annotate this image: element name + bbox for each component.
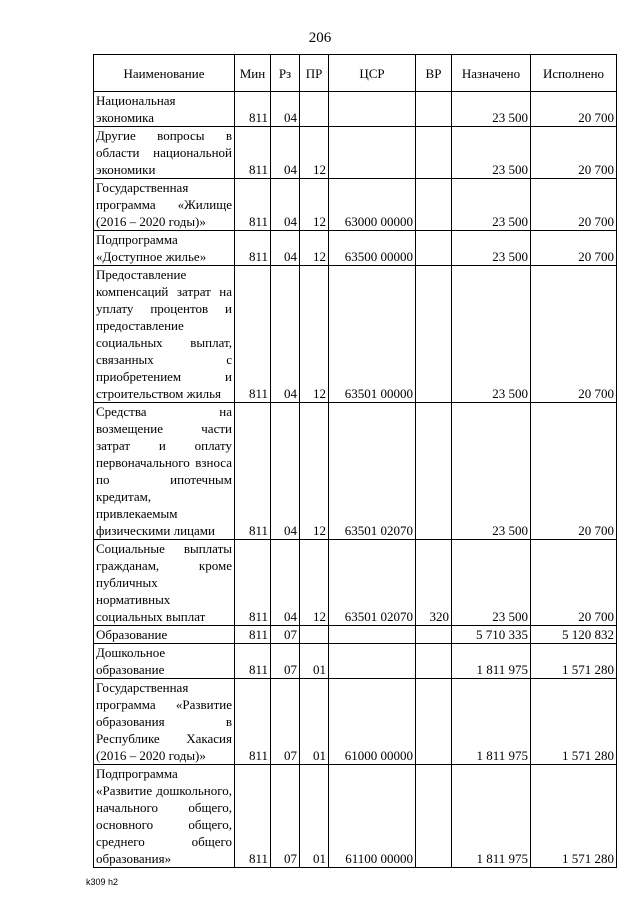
cell-pr: 12	[300, 403, 329, 540]
header-name: Наименование	[94, 55, 235, 92]
cell-rz: 07	[271, 679, 300, 765]
cell-vr	[416, 644, 452, 679]
cell-pr: 01	[300, 644, 329, 679]
header-executed: Исполнено	[531, 55, 617, 92]
table-row	[94, 540, 617, 626]
cell-rz: 07	[271, 644, 300, 679]
cell-rz: 04	[271, 127, 300, 179]
cell-csr: 63000 00000	[329, 179, 416, 231]
table-row	[94, 679, 617, 765]
cell-min: 811	[235, 644, 271, 679]
cell-name: Предоставление компенсаций затрат на уплату процентов и предоставление социальных выплат, связанных с приобретением и строительством жилья	[94, 266, 235, 403]
cell-name: Государственная программа «Развитие образования в Республике Хакасия (2016 – 2020 годы)»	[94, 679, 235, 765]
cell-pr: 12	[300, 540, 329, 626]
table-row	[94, 92, 617, 127]
cell-assigned: 1 811 975	[452, 765, 531, 868]
cell-vr	[416, 179, 452, 231]
table-row	[94, 403, 617, 540]
cell-rz: 04	[271, 92, 300, 127]
cell-vr	[416, 765, 452, 868]
cell-rz: 04	[271, 266, 300, 403]
cell-min: 811	[235, 679, 271, 765]
cell-pr: 12	[300, 127, 329, 179]
table-row	[94, 644, 617, 679]
cell-assigned: 23 500	[452, 231, 531, 266]
cell-name: Государственная программа «Жилище (2016 – 2020 годы)»	[94, 179, 235, 231]
header-min: Мин	[235, 55, 271, 92]
cell-assigned: 23 500	[452, 266, 531, 403]
cell-min: 811	[235, 540, 271, 626]
cell-csr	[329, 644, 416, 679]
table-header-row	[94, 55, 617, 92]
cell-csr: 63500 00000	[329, 231, 416, 266]
footer-code: k309 h2	[86, 877, 119, 887]
table-row	[94, 266, 617, 403]
cell-vr	[416, 92, 452, 127]
cell-min: 811	[235, 626, 271, 644]
cell-vr	[416, 266, 452, 403]
cell-csr	[329, 92, 416, 127]
cell-pr	[300, 92, 329, 127]
cell-csr	[329, 127, 416, 179]
cell-vr	[416, 231, 452, 266]
cell-assigned: 23 500	[452, 92, 531, 127]
cell-vr: 320	[416, 540, 452, 626]
cell-rz: 07	[271, 626, 300, 644]
cell-name: Подпрограмма «Доступное жилье»	[94, 231, 235, 266]
cell-min: 811	[235, 765, 271, 868]
cell-pr: 01	[300, 679, 329, 765]
cell-assigned: 23 500	[452, 540, 531, 626]
cell-name: Национальная экономика	[94, 92, 235, 127]
header-rz: Рз	[271, 55, 300, 92]
cell-name: Дошкольное образование	[94, 644, 235, 679]
cell-name: Социальные выплаты гражданам, кроме публичных нормативных социальных выплат	[94, 540, 235, 626]
cell-pr: 12	[300, 231, 329, 266]
cell-executed: 20 700	[531, 540, 617, 626]
cell-name: Средства на возмещение части затрат и оплату первоначального взноса по ипотечным кредитам, привлекаемым физическими лицами	[94, 403, 235, 540]
cell-min: 811	[235, 127, 271, 179]
cell-vr	[416, 127, 452, 179]
table-row	[94, 765, 617, 868]
cell-csr: 63501 02070	[329, 403, 416, 540]
cell-pr: 12	[300, 266, 329, 403]
cell-min: 811	[235, 403, 271, 540]
header-csr: ЦСР	[329, 55, 416, 92]
header-assigned: Назначено	[452, 55, 531, 92]
cell-assigned: 23 500	[452, 179, 531, 231]
cell-vr	[416, 626, 452, 644]
table-row	[94, 231, 617, 266]
cell-rz: 04	[271, 540, 300, 626]
header-pr: ПР	[300, 55, 329, 92]
cell-csr: 61100 00000	[329, 765, 416, 868]
cell-min: 811	[235, 231, 271, 266]
cell-rz: 04	[271, 179, 300, 231]
table-row	[94, 179, 617, 231]
cell-executed: 1 571 280	[531, 644, 617, 679]
page-number: 206	[308, 30, 332, 46]
cell-rz: 04	[271, 231, 300, 266]
cell-pr	[300, 626, 329, 644]
cell-csr: 63501 00000	[329, 266, 416, 403]
cell-executed: 20 700	[531, 127, 617, 179]
cell-name: Образование	[94, 626, 235, 644]
cell-pr: 01	[300, 765, 329, 868]
header-vr: ВР	[416, 55, 452, 92]
cell-vr	[416, 679, 452, 765]
cell-assigned: 23 500	[452, 127, 531, 179]
budget-table	[93, 54, 617, 868]
cell-executed: 5 120 832	[531, 626, 617, 644]
cell-executed: 20 700	[531, 266, 617, 403]
cell-executed: 20 700	[531, 403, 617, 540]
cell-min: 811	[235, 179, 271, 231]
cell-csr: 63501 02070	[329, 540, 416, 626]
cell-rz: 07	[271, 765, 300, 868]
table-row	[94, 626, 617, 644]
cell-assigned: 23 500	[452, 403, 531, 540]
cell-assigned: 1 811 975	[452, 644, 531, 679]
cell-csr	[329, 626, 416, 644]
cell-executed: 1 571 280	[531, 765, 617, 868]
cell-csr: 61000 00000	[329, 679, 416, 765]
cell-executed: 20 700	[531, 231, 617, 266]
cell-executed: 20 700	[531, 92, 617, 127]
cell-executed: 1 571 280	[531, 679, 617, 765]
cell-name: Другие вопросы в области национальной экономики	[94, 127, 235, 179]
table-row	[94, 127, 617, 179]
cell-min: 811	[235, 266, 271, 403]
cell-assigned: 5 710 335	[452, 626, 531, 644]
cell-pr: 12	[300, 179, 329, 231]
cell-assigned: 1 811 975	[452, 679, 531, 765]
cell-rz: 04	[271, 403, 300, 540]
cell-vr	[416, 403, 452, 540]
cell-min: 811	[235, 92, 271, 127]
cell-executed: 20 700	[531, 179, 617, 231]
cell-name: Подпрограмма «Развитие дошкольного, начального общего, основного общего, среднего общего образования»	[94, 765, 235, 868]
